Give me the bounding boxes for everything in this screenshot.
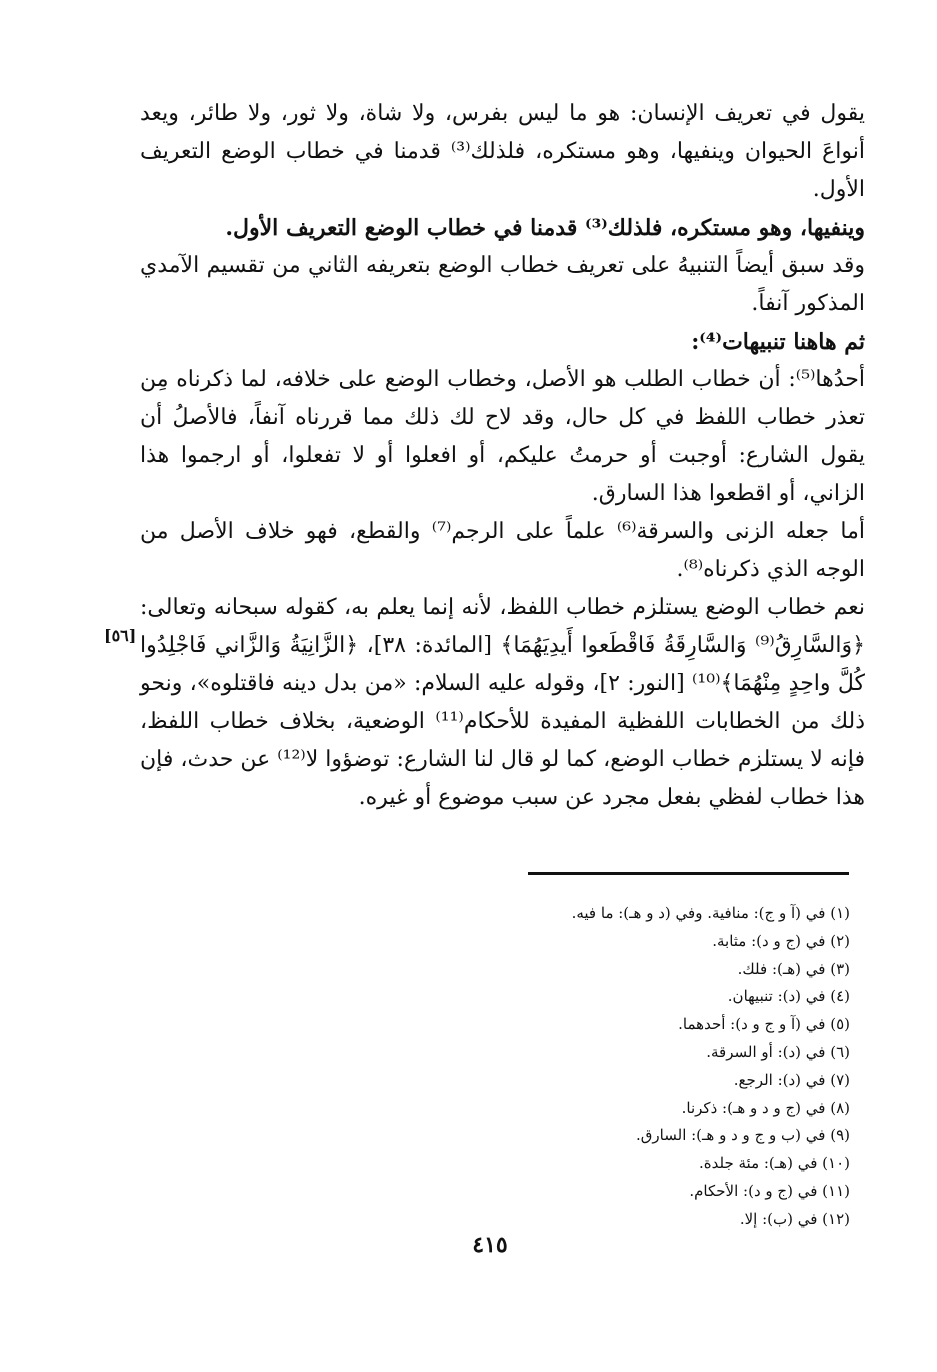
- footnote: (٨) في (ج و د و هـ): ذكرنا.: [681, 1098, 850, 1117]
- paragraph-2: وينفيها، وهو مستكره، فلذلك⁽³⁾ قدمنا في خطاب الوضع التعريف الأول.: [225, 215, 865, 241]
- paragraph-1: يقول في تعريف الإنسان: هو ما ليس بفرس، ولا شاة، ولا ثور، ولا طائر، ويعد أنواعَ الحيوان وينفيها، وهو مستكره، فلذلك⁽³⁾ قدمنا في خطاب الوضع التعريف الأول.: [140, 101, 865, 202]
- footnote: (٤) في (د): تنبيهان.: [727, 987, 850, 1006]
- footnote: (٢) في (ج و د): مثابة.: [712, 931, 850, 950]
- footnote: (٩) في (ب و ج و د و هـ): السارق.: [636, 1126, 850, 1145]
- margin-reference: [٥٦]: [104, 626, 137, 645]
- footnote-divider: [528, 872, 849, 875]
- paragraph-6: أما جعله الزنى والسرقة⁽⁶⁾ علماً على الرجم⁽⁷⁾ والقطع، فهو خلاف الأصل من الوجه الذي ذكرناه⁽⁸⁾.: [140, 519, 865, 582]
- footnote: (١١) في (ج و د): الأحكام.: [689, 1181, 850, 1200]
- paragraph-3: وقد سبق أيضاً التنبيهُ على تعريف خطاب الوضع بتعريفه الثاني من تقسيم الآمدي المذكور آنفاً.: [140, 253, 865, 316]
- footnote: (٦) في (د): أو السرقة.: [706, 1042, 850, 1061]
- paragraph-4: ثم هاهنا تنبيهات⁽⁴⁾:: [691, 329, 865, 355]
- footnote: (٣) في (هـ): فلك.: [737, 959, 850, 978]
- footnote: (٥) في (آ و ج و د): أحدهما.: [678, 1015, 850, 1034]
- main-text: [140, 95, 865, 817]
- paragraph-7: نعم خطاب الوضع يستلزم خطاب اللفظ، لأنه إنما يعلم به، كقوله سبحانه وتعالى: ﴿وَالسَّارِقُ⁽⁹⁾ وَالسَّارِقَةُ فَاقْطَعوا أَيدِيَهُمَا﴾ [المائدة: ٣٨]، ﴿الزَّانِيَةُ وَالزَّاني فَاجْلِدُوا كُلَّ واحِدٍ مِنْهُمَا﴾⁽¹⁰⁾ [النور: ٢]، وقوله عليه السلام: «من بدل دينه فاقتلوه»، ونحو ذلك من الخطابات اللفظية المفيدة للأحكام⁽¹¹⁾ الوضعية، بخلاف خطاب اللفظ، فإنه لا يستلزم خطاب الوضع، كما لو قال لنا الشارع: توضؤوا لا⁽¹²⁾ عن حدث، فإن هذا خطاب لفظي بفعل مجرد عن سبب موضوع أو غيره.: [140, 595, 866, 810]
- footnotes: [420, 900, 850, 1234]
- page-number: ٤١٥: [472, 1232, 508, 1258]
- footnote: (١) في (آ و ج): منافية. وفي (د و هـ): ما فيه.: [571, 904, 850, 922]
- footnote: (١٢) في (ب): إلا.: [739, 1209, 850, 1228]
- paragraph-5: أحدُها⁽⁵⁾: أن خطاب الطلب هو الأصل، وخطاب الوضع على خلافه، لما ذكرناه مِن تعذر خطاب اللفظ في كل حال، وقد لاح لك ذلك مما قررناه آنفاً، فالأصلُ أن يقول الشارع: أوجبت أو حرمتُ عليكم، أو افعلوا أو لا تفعلوا، أو ارجموا هذا الزاني، أو اقطعوا هذا السارق.: [140, 367, 865, 506]
- footnote: (٧) في (د): الرجع.: [733, 1070, 850, 1089]
- footnote: (١٠) في (هـ): مئة جلدة.: [699, 1154, 850, 1173]
